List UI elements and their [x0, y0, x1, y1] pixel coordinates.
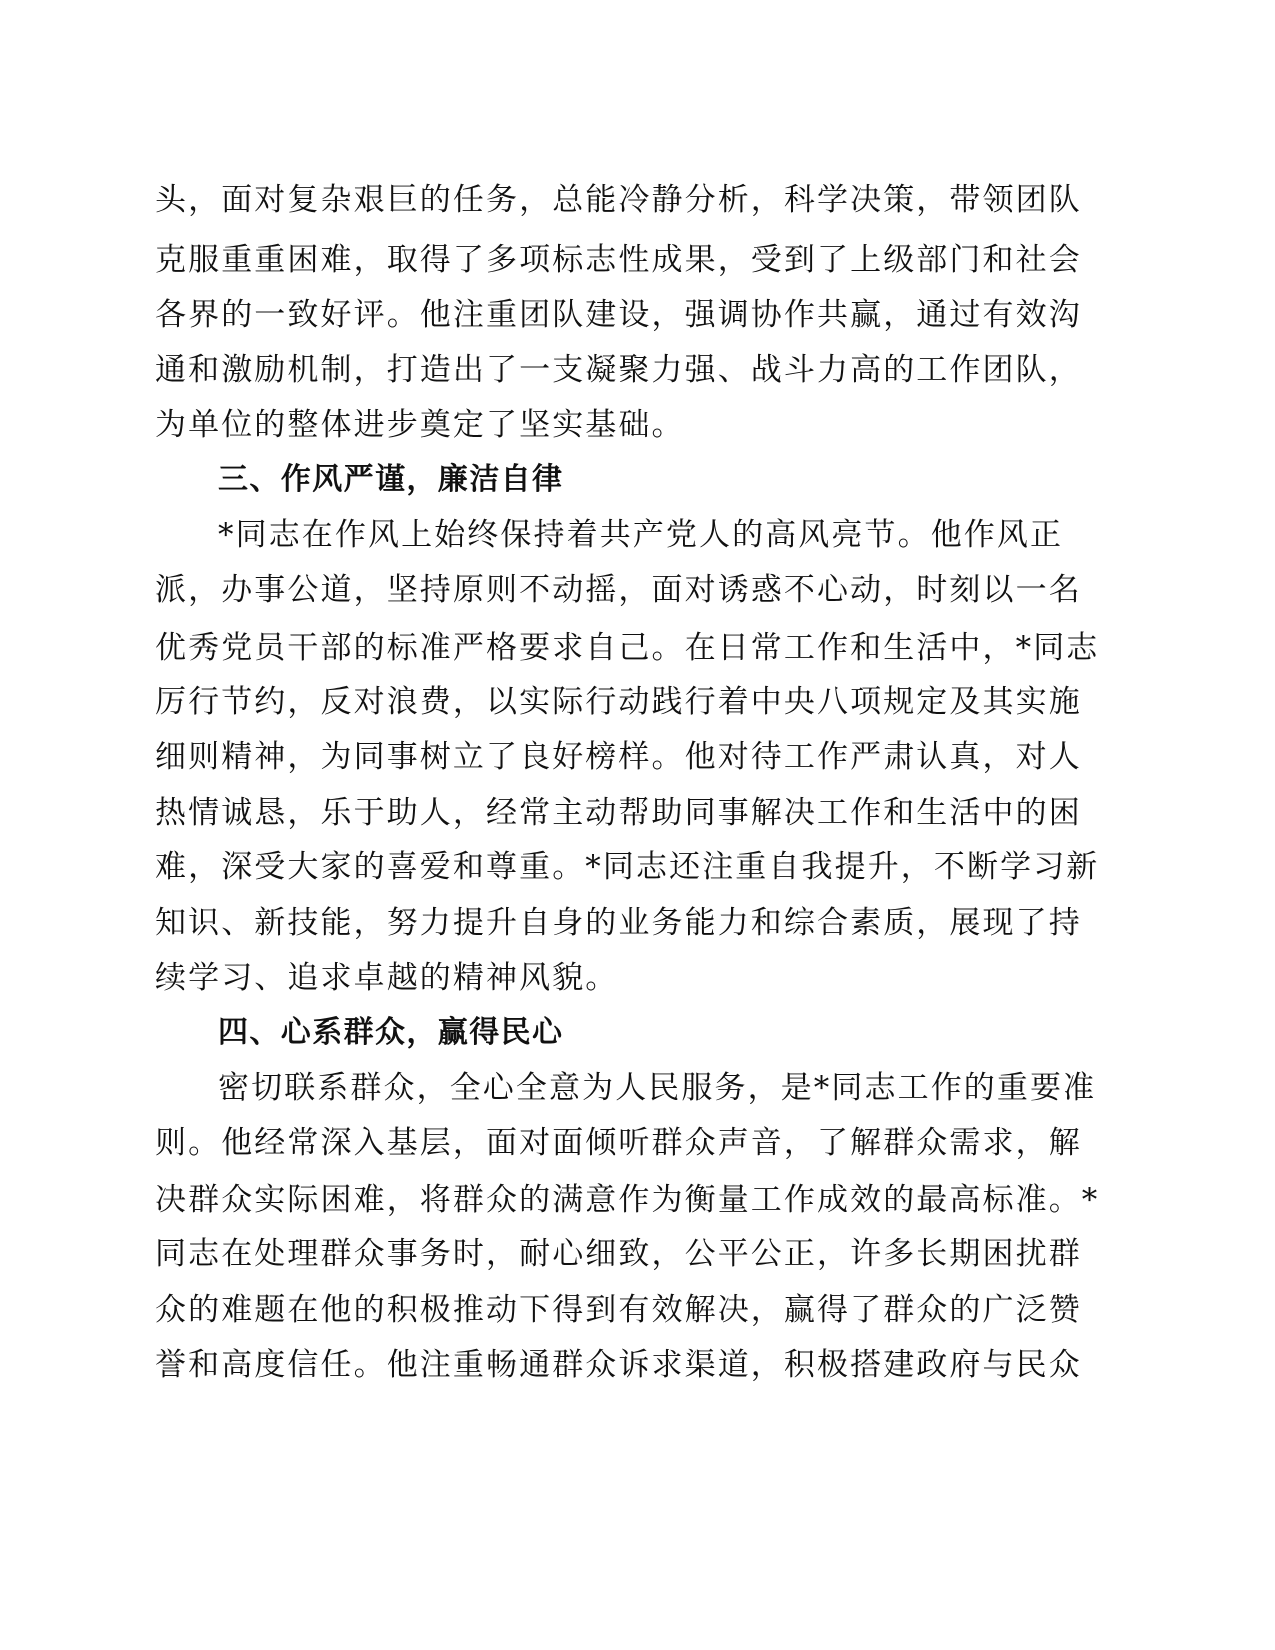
body-text-line: 则。他经常深入基层，面对面倾听群众声音，了解群众需求，解	[155, 1125, 1082, 1161]
body-text-line: 续学习、追求卓越的精神风貌。	[155, 960, 619, 996]
body-text-line: *同志在作风上始终保持着共产党人的高风亮节。他作风正	[218, 517, 1064, 553]
body-text-line: 知识、新技能，努力提升自身的业务能力和综合素质，展现了持	[155, 905, 1082, 941]
body-text-line: 热情诚恳，乐于助人，经常主动帮助同事解决工作和生活中的困	[155, 795, 1082, 831]
body-text-line: 各界的一致好评。他注重团队建设，强调协作共赢，通过有效沟	[155, 297, 1082, 333]
body-text-line: 同志在处理群众事务时，耐心细致，公平公正，许多长期困扰群	[155, 1236, 1082, 1272]
body-text-line: 厉行节约，反对浪费，以实际行动践行着中央八项规定及其实施	[155, 684, 1082, 720]
body-text-line: 决群众实际困难，将群众的满意作为衡量工作成效的最高标准。*	[155, 1182, 1100, 1218]
section-heading-4: 四、心系群众，赢得民心	[218, 1015, 564, 1050]
body-text-line: 众的难题在他的积极推动下得到有效解决，赢得了群众的广泛赞	[155, 1292, 1082, 1328]
body-text-line: 难，深受大家的喜爱和尊重。*同志还注重自我提升，不断学习新	[155, 849, 1100, 885]
body-text-line: 细则精神，为同事树立了良好榜样。他对待工作严肃认真，对人	[155, 739, 1082, 775]
body-text-line: 为单位的整体进步奠定了坚实基础。	[155, 407, 685, 443]
body-text-line: 优秀党员干部的标准严格要求自己。在日常工作和生活中，*同志	[155, 630, 1100, 666]
body-text-line: 头，面对复杂艰巨的任务，总能冷静分析，科学决策，带领团队	[155, 182, 1082, 218]
section-heading-3: 三、作风严谨，廉洁自律	[218, 462, 564, 497]
body-text-line: 誉和高度信任。他注重畅通群众诉求渠道，积极搭建政府与民众	[155, 1347, 1082, 1383]
body-text-line: 克服重重困难，取得了多项标志性成果，受到了上级部门和社会	[155, 242, 1082, 278]
body-text-line: 密切联系群众，全心全意为人民服务，是*同志工作的重要准	[218, 1070, 1097, 1106]
body-text-line: 通和激励机制，打造出了一支凝聚力强、战斗力高的工作团队，	[155, 352, 1082, 388]
body-text-line: 派，办事公道，坚持原则不动摇，面对诱惑不心动，时刻以一名	[155, 572, 1082, 608]
